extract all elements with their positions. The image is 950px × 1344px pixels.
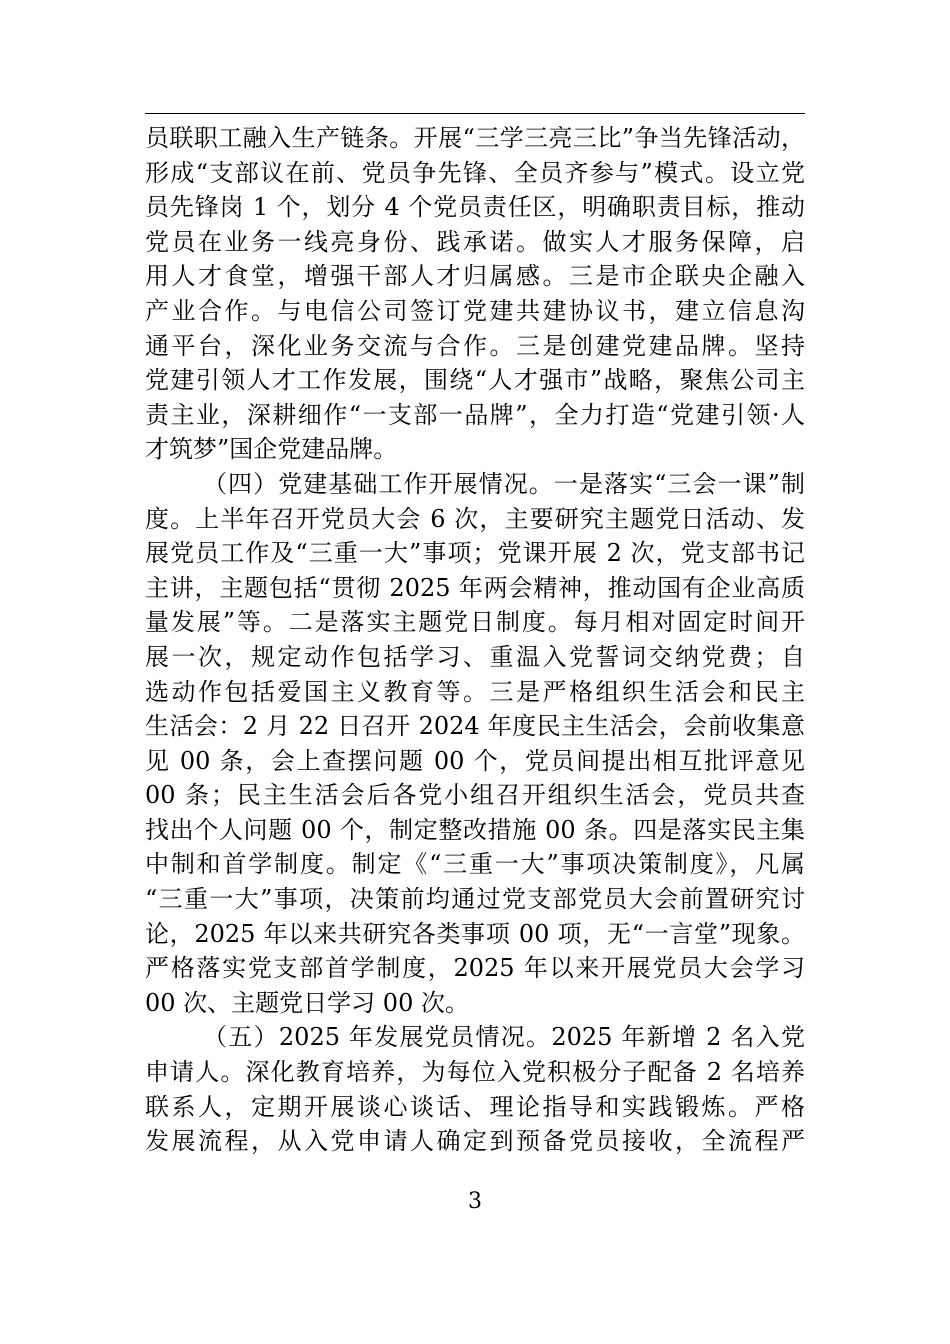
text-line: 形成“支部议在前、党员争先锋、全员齐参与”模式。设立党 — [145, 158, 805, 187]
text-line: 论，2025 年以来共研究各类事项 00 项，无“一言堂”现象。 — [145, 919, 805, 948]
text-line: 主讲，主题包括“贯彻 2025 年两会精神，推动国有企业高质 — [145, 573, 805, 602]
text-line: 申请人。深化教育培养，为每位入党积极分子配备 2 名培养 — [145, 1058, 805, 1087]
text-line: 党建引领人才工作发展，围绕“人才强市”战略，聚焦公司主 — [145, 366, 805, 395]
section-heading-line: （四）党建基础工作开展情况。一是落实“三会一课”制 — [203, 469, 805, 498]
text-line: 发展流程，从入党申请人确定到预备党员接收，全流程严 — [145, 1127, 805, 1156]
section-heading-line: （五）2025 年发展党员情况。2025 年新增 2 名入党 — [203, 1023, 805, 1052]
text-line: 产业合作。与电信公司签订党建共建协议书，建立信息沟 — [145, 296, 805, 325]
text-line: 选动作包括爱国主义教育等。三是严格组织生活会和民主 — [145, 677, 805, 706]
text-line: 00 条；民主生活会后各党小组召开组织生活会，党员共查 — [145, 781, 805, 810]
text-line: 展一次，规定动作包括学习、重温入党誓词交纳党费；自 — [145, 642, 805, 671]
text-line: 联系人，定期开展谈心谈话、理论指导和实践锻炼。严格 — [145, 1092, 805, 1121]
text-line: 员联职工融入生产链条。开展“三学三亮三比”争当先锋活动， — [145, 124, 805, 152]
text-line: “三重一大”事项，决策前均通过党支部党员大会前置研究讨 — [145, 885, 805, 914]
text-line: 生活会：2 月 22 日召开 2024 年度民主生活会，会前收集意 — [145, 712, 805, 741]
body-text — [145, 121, 805, 1159]
text-line: 量发展”等。二是落实主题党日制度。每月相对固定时间开 — [145, 608, 805, 637]
text-line: 展党员工作及“三重一大”事项；党课开展 2 次，党支部书记 — [145, 539, 805, 568]
text-line: 见 00 条，会上查摆问题 00 个，党员间提出相互批评意见 — [145, 746, 805, 775]
text-line: 度。上半年召开党员大会 6 次，主要研究主题党日活动、发 — [145, 504, 805, 533]
text-line: 责主业，深耕细作“一支部一品牌”，全力打造“党建引领·人 — [145, 400, 805, 429]
page-number: 3 — [468, 1189, 482, 1214]
text-line: 才筑梦”国企党建品牌。 — [145, 435, 398, 464]
header-rule — [145, 113, 805, 114]
text-line: 找出个人问题 00 个，制定整改措施 00 条。四是落实民主集 — [145, 815, 805, 844]
text-line: 员先锋岗 1 个，划分 4 个党员责任区，明确职责目标，推动 — [145, 193, 805, 222]
text-line: 用人才食堂，增强干部人才归属感。三是市企联央企融入 — [145, 262, 805, 291]
text-line: 00 次、主题党日学习 00 次。 — [145, 988, 469, 1017]
text-line: 通平台，深化业务交流与合作。三是创建党建品牌。坚持 — [145, 331, 805, 360]
text-line: 严格落实党支部首学制度，2025 年以来开展党员大会学习 — [145, 954, 805, 983]
text-line: 中制和首学制度。制定《“三重一大”事项决策制度》，凡属 — [145, 850, 805, 879]
text-line: 党员在业务一线亮身份、践承诺。做实人才服务保障，启 — [145, 227, 805, 256]
